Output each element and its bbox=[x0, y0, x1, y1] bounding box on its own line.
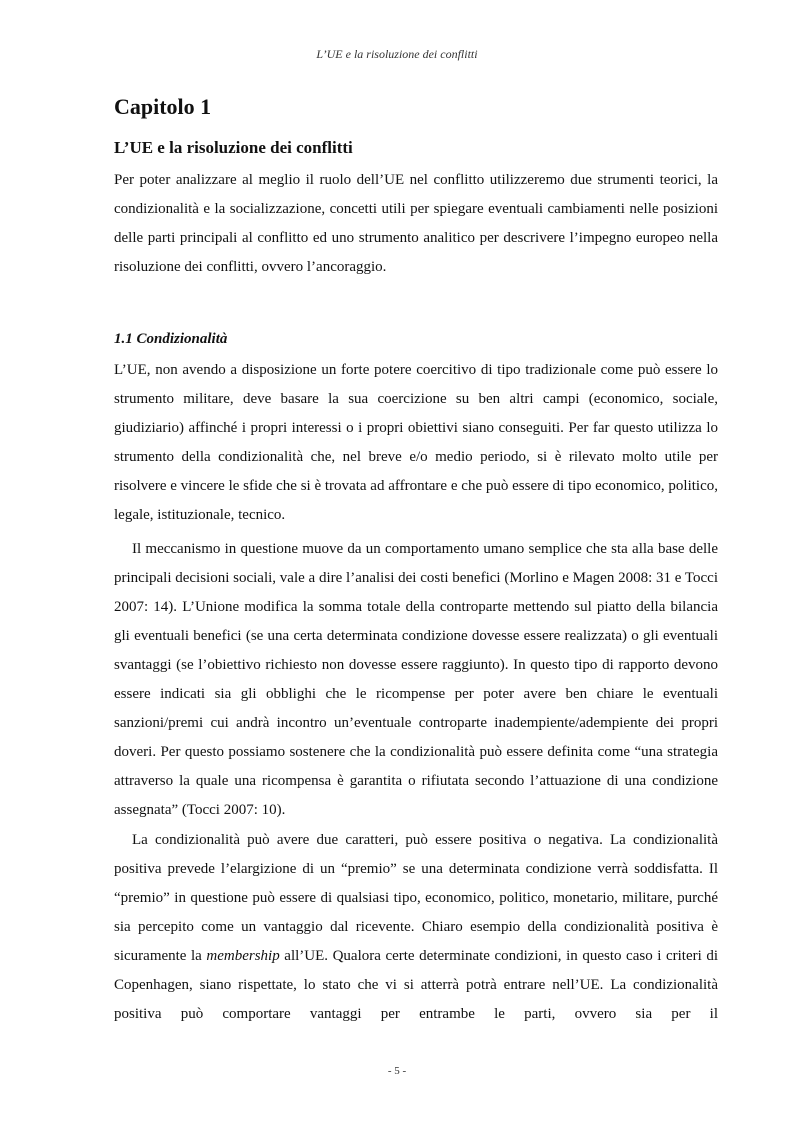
page-number: - 5 - bbox=[387, 1065, 407, 1077]
membership-emphasis: membership bbox=[206, 948, 280, 964]
section-title: L’UE e la risoluzione dei conflitti bbox=[114, 138, 353, 157]
body-paragraph-3-text-a: La condizionalità può avere due caratteri, può essere positiva o negativa. La condizionalità positiva prevede l’elargizione di un “premio” se una determinata condizione verrà soddisfatta. Il “premio” in questione può essere di qualsiasi tipo, economico, politico, monetario, militare, purché sia percepito come un vantaggio dal ricevente. Chiaro esempio della condizionalità positiva è sicuramente la bbox=[114, 832, 718, 964]
body-paragraph-1: L’UE, non avendo a disposizione un forte potere coercitivo di tipo tradizionale come può essere lo strumento militare, deve basare la sua coercizione su ben altri campi (economico, sociale, giudiziario) affinché i propri interessi o i propri obiettivi siano conseguiti. Per far questo utilizza lo strumento della condizionalità che, nel breve e/o medio periodo, si è rilevato molto utile per risolvere e vincere le sfide che si è trovata ad affrontare e che può essere di tipo economico, politico, legale, istituzionale, tecnico. bbox=[114, 362, 718, 523]
running-header: L’UE e la risoluzione dei conflitti bbox=[316, 47, 478, 61]
body-paragraph-2: Il meccanismo in questione muove da un comportamento umano semplice che sta alla base delle principali decisioni sociali, vale a dire l’analisi dei costi benefici (Morlino e Magen 2008: 31 e Tocci 2007: 14). L’Unione modifica la somma totale della controparte mettendo sul piatto della bilancia gli eventuali benefici (se una certa determinata condizione dovesse essere realizzata) o gli eventuali svantaggi (se l’obiettivo richiesto non dovesse essere raggiunto). In questo tipo di rapporto devono essere indicati sia gli obblighi che le ricompense per poter avere ben chiare le eventuali sanzioni/premi cui andrà incontro un’eventuale controparte inadempiente/adempiente dei propri doveri. Per questo possiamo sostenere che la condizionalità può essere definita come “una strategia attraverso la quale una ricompensa è garantita o rifiutata secondo l’attuazione di una condizione assegnata” (Tocci 2007: 10). bbox=[114, 541, 718, 818]
intro-paragraph: Per poter analizzare al meglio il ruolo dell’UE nel conflitto utilizzeremo due strumenti teorici, la condizionalità e la socializzazione, concetti utili per spiegare eventuali cambiamenti nelle posizioni delle parti principali al conflitto ed uno strumento analitico per descrivere l’impegno europeo nella risoluzione dei conflitti, ovvero l’ancoraggio. bbox=[114, 172, 718, 275]
chapter-title: Capitolo 1 bbox=[114, 94, 212, 119]
subsection-title: 1.1 Condizionalità bbox=[114, 331, 228, 347]
body-paragraph-3-text-b: all’UE. Qualora certe determinate condizioni, in questo caso i criteri di Copenhagen, siano rispettate, lo stato che vi si atterrà potrà entrare nell’UE. La condizionalità positiva può comportare vantaggi per entrambe le parti, ovvero sia per il bbox=[114, 948, 718, 1022]
body-paragraph-3 bbox=[114, 826, 718, 1029]
